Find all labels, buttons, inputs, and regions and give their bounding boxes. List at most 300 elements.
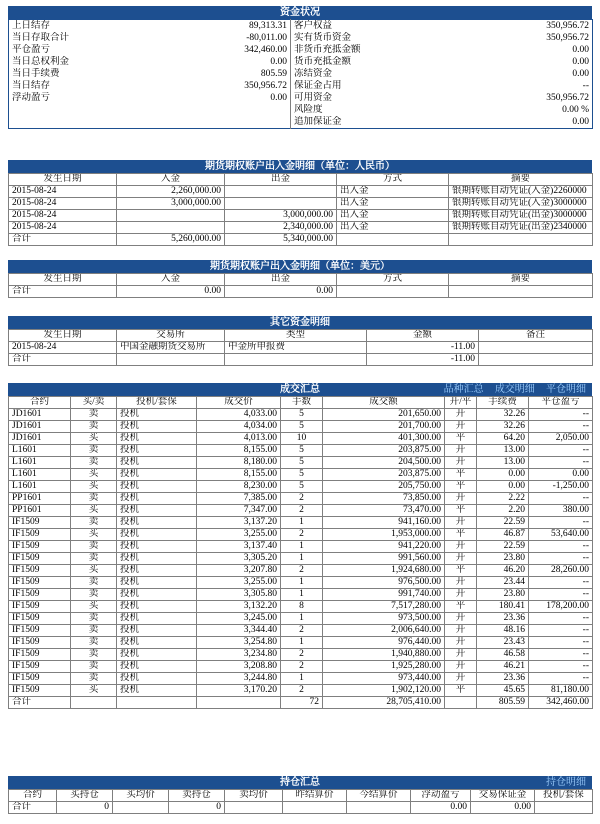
trades-cell: 178,200.00 [529,601,593,613]
trades-cell: IF1509 [9,637,71,649]
other-row [9,342,593,354]
rmb-cell: 2015-08-24 [9,186,117,198]
trades-column-header: 成交价 [197,397,281,409]
rmb-cell: 出入金 [337,186,449,198]
trades-cell: IF1509 [9,541,71,553]
trades-column-header: 平仓盈亏 [529,397,593,409]
trades-column-header: 买/卖 [71,397,117,409]
rmb-cell [449,234,593,246]
trades-cell: 开 [445,421,477,433]
trades-cell: 平 [445,433,477,445]
link-position-details[interactable]: 持仓明细 [546,777,586,788]
rmb-cell [337,234,449,246]
rmb-cell: 2015-08-24 [9,210,117,222]
trades-cell: 投机 [117,625,197,637]
trades-cell: 3,244.80 [197,673,281,685]
trades-cell: 投机 [117,613,197,625]
fund-status-row [9,92,593,104]
trades-cell: 1 [281,541,323,553]
fund-status-value: 342,460.00 [127,44,291,56]
usd-cash-flow-table [8,273,593,298]
fund-status-label: 上日结存 [12,21,51,31]
trades-cell: 卖 [71,577,117,589]
trades-cell: 941,160.00 [323,517,445,529]
trades-cell: 3,255.00 [197,529,281,541]
positions-column-header: 投机/套保 [535,790,593,802]
fund-status-label [9,104,127,116]
trades-cell: 23.80 [477,553,529,565]
trades-cell: PP1601 [9,493,71,505]
trades-cell: L1601 [9,457,71,469]
usd-cell [449,286,593,298]
trades-row [9,673,593,685]
trades-cell: 买 [71,565,117,577]
link-close-details[interactable]: 平仓明细 [546,384,586,395]
trades-cell: 卖 [71,661,117,673]
trades-row [9,469,593,481]
trades-cell: 投机 [117,421,197,433]
fund-status-value: 89,313.31 [127,20,291,33]
trades-cell: 73,850.00 [323,493,445,505]
fund-status-label: 当日存取合计 [12,33,70,43]
trades-cell: 72 [281,697,323,709]
trades-cell: -- [529,673,593,685]
trades-cell: 开 [445,589,477,601]
trades-cell: L1601 [9,481,71,493]
trades-row [9,493,593,505]
trades-row [9,505,593,517]
positions-column-header: 买持仓 [57,790,113,802]
other-cell: -11.00 [367,354,479,366]
trades-row [9,481,593,493]
trades-cell: 平 [445,505,477,517]
other-cell: -11.00 [367,342,479,354]
usd-column-header: 方式 [337,274,449,286]
trades-cell: -1,250.00 [529,481,593,493]
trades-cell: 380.00 [529,505,593,517]
position-summary-table [8,789,593,814]
trades-cell: 8 [281,601,323,613]
fund-status-value [127,116,291,129]
trades-cell: 买 [71,601,117,613]
trades-cell: 3,170.20 [197,685,281,697]
rmb-column-header: 发生日期 [9,174,117,186]
trades-cell: 64.20 [477,433,529,445]
trades-cell: IF1509 [9,613,71,625]
trades-column-header: 开/平 [445,397,477,409]
positions-total-row [9,802,593,814]
trade-summary-table [8,396,593,709]
trades-cell: 卖 [71,541,117,553]
trades-cell: 5 [281,409,323,421]
trades-cell: 2 [281,625,323,637]
trades-cell: 开 [445,517,477,529]
other-cell: 合计 [9,354,117,366]
trades-cell: IF1509 [9,577,71,589]
rmb-row [9,222,593,234]
trades-cell: PP1601 [9,505,71,517]
trades-row [9,637,593,649]
trades-cell: 1 [281,553,323,565]
trades-cell: 投机 [117,577,197,589]
trades-cell: 1,902,120.00 [323,685,445,697]
rmb-cell: 2,340,000.00 [225,222,337,234]
trades-cell: 1 [281,613,323,625]
trades-cell: 2,006,640.00 [323,625,445,637]
rmb-cell: 银期转账自动凭证(出金)2340000 [449,222,593,234]
trades-cell: 投机 [117,661,197,673]
positions-column-header: 昨结算价 [283,790,347,802]
trades-cell: 204,500.00 [323,457,445,469]
trades-cell: 4,033.00 [197,409,281,421]
trades-cell: -- [529,457,593,469]
trades-column-header: 合约 [9,397,71,409]
trades-cell: 73,470.00 [323,505,445,517]
trades-row [9,529,593,541]
rmb-cell: 5,340,000.00 [225,234,337,246]
trades-row [9,421,593,433]
trades-cell: 3,254.80 [197,637,281,649]
other-cell: 中金所申报费 [225,342,367,354]
trades-cell: 投机 [117,649,197,661]
fund-status-row [9,20,593,33]
positions-column-header: 今结算价 [347,790,411,802]
trades-cell: 3,208.80 [197,661,281,673]
trades-cell: 3,255.00 [197,577,281,589]
fund-status-value: 0.00 [572,117,589,127]
fund-status-value: 0.00 % [562,105,589,115]
trades-cell: 投机 [117,637,197,649]
trades-cell: -- [529,637,593,649]
trades-cell: 卖 [71,625,117,637]
rmb-cell: 2015-08-24 [9,198,117,210]
positions-cell: 合计 [9,802,57,814]
rmb-cash-flow-section [8,160,592,246]
trades-cell: 4,034.00 [197,421,281,433]
trades-column-header: 投机/套保 [117,397,197,409]
trades-cell: 卖 [71,457,117,469]
rmb-cell: 2,260,000.00 [117,186,225,198]
trades-cell: 2 [281,661,323,673]
trades-cell: -- [529,421,593,433]
trades-cell: 买 [71,505,117,517]
trades-cell: 3,305.80 [197,589,281,601]
fund-status-title: 资金状况 [8,6,592,19]
other-cell: 2015-08-24 [9,342,117,354]
trades-cell: 53,640.00 [529,529,593,541]
trades-cell: -- [529,577,593,589]
trades-cell: 46.20 [477,565,529,577]
trades-cell [445,697,477,709]
trades-cell [197,697,281,709]
trades-cell: 平 [445,481,477,493]
trades-cell: 5 [281,481,323,493]
trades-cell: 3,245.00 [197,613,281,625]
trades-row [9,649,593,661]
other-cell [225,354,367,366]
trades-cell: 0.00 [477,481,529,493]
other-cell [479,354,593,366]
trade-summary-section [8,383,592,709]
trades-cell: 投机 [117,481,197,493]
trades-cell: 2 [281,649,323,661]
fund-status-label: 平仓盈亏 [12,45,51,55]
fund-status-row [9,44,593,56]
other-cell [117,354,225,366]
rmb-cell: 合计 [9,234,117,246]
trades-cell: 0.00 [477,469,529,481]
fund-status-label: 当日结存 [12,81,51,91]
fund-status-label: 风险度 [294,105,323,115]
trades-cell: 3,132.20 [197,601,281,613]
trades-cell: 投机 [117,505,197,517]
trades-cell: 卖 [71,649,117,661]
trades-row [9,661,593,673]
trades-cell: 976,440.00 [323,637,445,649]
position-summary-title: 持仓汇总 [280,777,320,788]
trades-cell: -- [529,589,593,601]
fund-status-value: -80,011.00 [127,32,291,44]
rmb-row [9,186,593,198]
trades-row [9,577,593,589]
trades-cell: -- [529,541,593,553]
positions-column-header: 卖均价 [225,790,283,802]
fund-status-value: 805.59 [127,68,291,80]
trades-cell: 342,460.00 [529,697,593,709]
fund-status-label: 追加保证金 [294,117,342,127]
trades-cell [71,697,117,709]
trades-cell: 投机 [117,517,197,529]
trades-cell: 5 [281,469,323,481]
trades-cell: 10 [281,433,323,445]
trades-cell: 2 [281,685,323,697]
trades-cell: IF1509 [9,565,71,577]
other-column-header: 类型 [225,330,367,342]
rmb-cell [117,210,225,222]
trades-cell: 203,875.00 [323,445,445,457]
trades-cell: 401,300.00 [323,433,445,445]
trades-cell: 8,180.00 [197,457,281,469]
trades-cell: 买 [71,529,117,541]
trades-cell: 22.59 [477,541,529,553]
fund-status-row [9,104,593,116]
rmb-cell: 3,000,000.00 [117,198,225,210]
trades-cell: 46.21 [477,661,529,673]
trades-cell: 991,740.00 [323,589,445,601]
trades-cell: 201,650.00 [323,409,445,421]
positions-cell [225,802,283,814]
trades-cell: L1601 [9,445,71,457]
positions-column-header: 买均价 [113,790,169,802]
trades-cell: IF1509 [9,517,71,529]
trades-cell [117,697,197,709]
other-total-row [9,354,593,366]
trades-cell: 28,260.00 [529,565,593,577]
trades-row [9,625,593,637]
trades-cell: 平 [445,685,477,697]
trades-cell: 平 [445,469,477,481]
fund-status-label: 冻结资金 [294,69,333,79]
trades-cell: 28,705,410.00 [323,697,445,709]
fund-status-row [9,116,593,129]
trades-cell: 7,347.00 [197,505,281,517]
trades-cell: 46.87 [477,529,529,541]
trades-cell: 7,517,280.00 [323,601,445,613]
trades-cell: 开 [445,625,477,637]
other-column-header: 交易所 [117,330,225,342]
rmb-cell: 出入金 [337,198,449,210]
trades-row [9,541,593,553]
other-column-header: 金额 [367,330,479,342]
trades-cell: 2 [281,529,323,541]
rmb-column-header: 入金 [117,174,225,186]
other-funds-section [8,316,592,366]
trades-row [9,409,593,421]
trades-cell: IF1509 [9,589,71,601]
fund-status-row [9,68,593,80]
rmb-row [9,198,593,210]
rmb-column-header: 摘要 [449,174,593,186]
trades-cell: 投机 [117,589,197,601]
fund-status-value: 0.00 [572,69,589,79]
trades-cell: 23.36 [477,613,529,625]
trades-cell: 买 [71,685,117,697]
positions-column-header: 合约 [9,790,57,802]
positions-cell [113,802,169,814]
position-summary-title-bar [8,776,592,789]
trades-cell: 805.59 [477,697,529,709]
fund-status-value: 350,956.72 [546,21,589,31]
fund-status-section [8,6,592,129]
trades-cell: 1 [281,577,323,589]
trades-cell: IF1509 [9,553,71,565]
trades-cell: 5 [281,445,323,457]
trades-cell: 5 [281,457,323,469]
trades-cell: 3,137.20 [197,517,281,529]
trades-cell: 投机 [117,409,197,421]
fund-status-value: 350,956.72 [546,33,589,43]
trades-cell: -- [529,661,593,673]
link-product-summary[interactable]: 品种汇总 [443,384,484,395]
trades-cell: 2 [281,565,323,577]
rmb-cell: 银期转账自动凭证(出金)3000000 [449,210,593,222]
trades-cell: 平 [445,601,477,613]
trades-row [9,433,593,445]
usd-column-header: 发生日期 [9,274,117,286]
fund-status-row [9,56,593,68]
trades-cell: 开 [445,493,477,505]
usd-column-header: 出金 [225,274,337,286]
trades-cell: 投机 [117,541,197,553]
trades-cell: 22.59 [477,517,529,529]
other-column-header: 发生日期 [9,330,117,342]
rmb-column-header: 出金 [225,174,337,186]
trades-cell: 开 [445,457,477,469]
fund-status-label: 当日总权利金 [12,57,70,67]
fund-status-label: 货币充抵金额 [294,57,352,67]
trades-cell: 1,940,880.00 [323,649,445,661]
positions-column-header: 卖持仓 [169,790,225,802]
trades-row [9,553,593,565]
usd-cash-flow-section [8,260,592,298]
trades-cell: 23.80 [477,589,529,601]
trades-cell: L1601 [9,469,71,481]
trades-cell: 1 [281,589,323,601]
rmb-cell [225,198,337,210]
trades-cell: 卖 [71,493,117,505]
trades-cell: 开 [445,661,477,673]
trades-cell: 2.20 [477,505,529,517]
trades-cell: 3,305.20 [197,553,281,565]
rmb-cash-flow-title: 期货期权账户出入金明细（单位：人民币） [8,160,592,173]
trades-cell: 8,230.00 [197,481,281,493]
trades-cell: 13.00 [477,457,529,469]
trades-cell: -- [529,493,593,505]
trades-cell: 投机 [117,685,197,697]
positions-cell [283,802,347,814]
trades-cell: JD1601 [9,421,71,433]
usd-cash-flow-title: 期货期权账户出入金明细（单位：美元） [8,260,592,273]
usd-cell: 0.00 [225,286,337,298]
trades-cell: 卖 [71,445,117,457]
fund-status-value: 0.00 [127,56,291,68]
rmb-cell [117,222,225,234]
trades-row [9,445,593,457]
trades-cell: 买 [71,469,117,481]
trades-cell: 201,700.00 [323,421,445,433]
trades-cell: IF1509 [9,625,71,637]
trades-cell: -- [529,649,593,661]
other-column-header: 备注 [479,330,593,342]
trades-cell: 卖 [71,421,117,433]
link-trade-details[interactable]: 成交明细 [494,384,535,395]
rmb-cell: 出入金 [337,210,449,222]
trades-cell: -- [529,409,593,421]
fund-status-label: 客户权益 [294,21,333,31]
trades-cell: 32.26 [477,409,529,421]
trades-cell: 1,953,000.00 [323,529,445,541]
trades-row [9,517,593,529]
rmb-column-header: 方式 [337,174,449,186]
trades-column-header: 手续费 [477,397,529,409]
trades-cell: 开 [445,649,477,661]
fund-status-value: 350,956.72 [127,80,291,92]
trade-summary-title-bar [8,383,592,396]
trades-cell: -- [529,625,593,637]
rmb-cell [225,186,337,198]
trades-cell: 投机 [117,493,197,505]
positions-cell [535,802,593,814]
trades-cell: 941,220.00 [323,541,445,553]
rmb-cash-flow-table [8,173,593,246]
trades-cell: 973,500.00 [323,613,445,625]
trades-row [9,457,593,469]
trades-cell: 23.44 [477,577,529,589]
trades-cell: 投机 [117,601,197,613]
fund-status-label [9,116,127,129]
trades-cell: 卖 [71,409,117,421]
trades-cell: 23.36 [477,673,529,685]
trades-cell: 开 [445,637,477,649]
trades-row [9,565,593,577]
rmb-cell: 3,000,000.00 [225,210,337,222]
rmb-total-row [9,234,593,246]
rmb-cell: 出入金 [337,222,449,234]
trades-cell: 平 [445,529,477,541]
trades-cell: 投机 [117,457,197,469]
other-funds-title: 其它资金明细 [8,316,592,329]
fund-status-value: 0.00 [572,45,589,55]
